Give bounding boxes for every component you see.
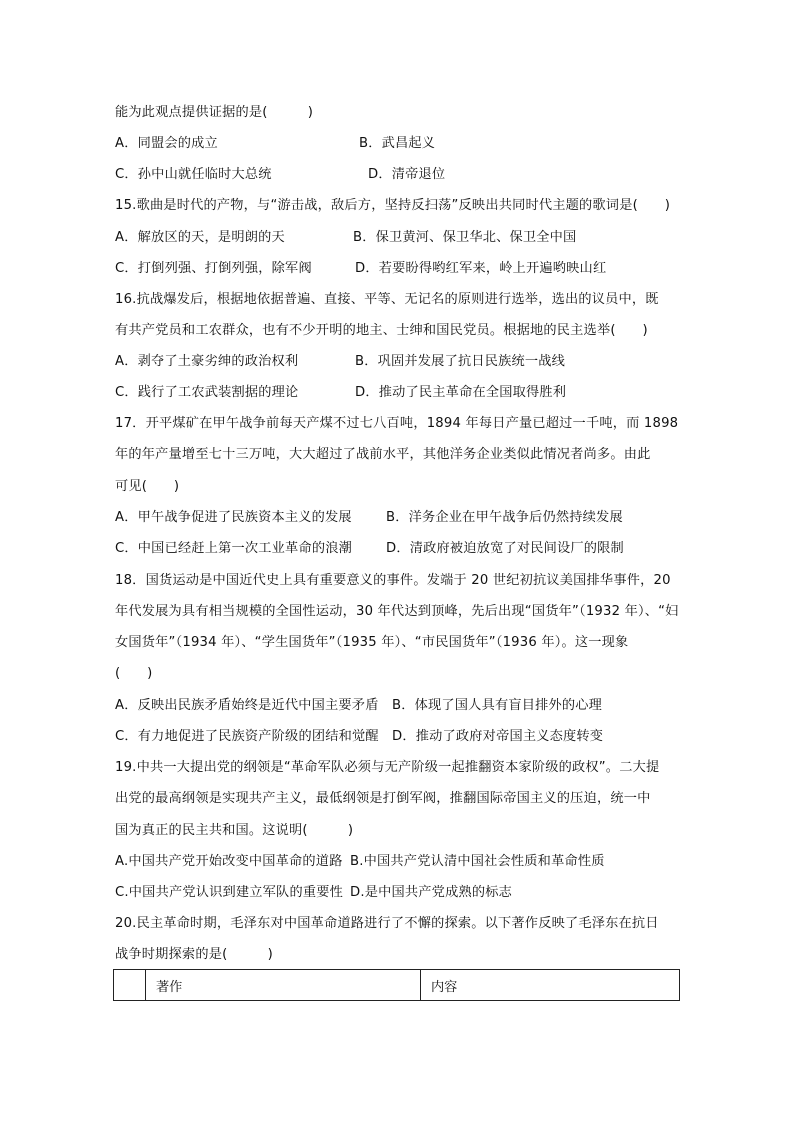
- q18-option-d: D．推动了政府对帝国主义态度转变: [392, 729, 604, 744]
- q17-stem-line1: 17．开平煤矿在甲午战争前每天产煤不过七八百吨，1894 年每日产量已超过一千吨，而 1898: [115, 416, 679, 431]
- q17-stem-line3: 可见( ): [115, 479, 180, 494]
- q19-stem-line1: 19.中共一大提出党的纲领是“革命军队必须与无产阶级一起推翻资本家阶级的政权”。二大提: [115, 760, 660, 775]
- q20-stem-line2: 战争时期探索的是( ): [115, 947, 273, 962]
- q18-option-c: C．有力地促进了民族资产阶级的团结和觉醒: [115, 729, 379, 744]
- q19-option-a: A.中国共产党开始改变中国革命的道路: [115, 854, 343, 869]
- q18-option-a: A．反映出民族矛盾始终是近代中国主要矛盾: [115, 698, 379, 713]
- q20-table: [113, 969, 680, 1001]
- q16-option-d: D．推动了民主革命在全国取得胜利: [355, 385, 567, 400]
- table-header-index: [114, 970, 146, 1001]
- q16-option-a: A．剥夺了土豪劣绅的政治权利: [115, 354, 299, 369]
- q18-option-b: B．体现了国人具有盲目排外的心理: [392, 698, 603, 713]
- q14-stem: 能为此观点提供证据的是( ): [115, 105, 314, 120]
- q20-stem-line1: 20.民主革命时期，毛泽东对中国革命道路进行了不懈的探索。以下著作反映了毛泽东在抗日: [115, 916, 659, 931]
- q16-option-b: B．巩固并发展了抗日民族统一战线: [355, 354, 566, 369]
- q15-option-d: D．若要盼得哟红军来，岭上开遍哟映山红: [355, 261, 607, 276]
- q19-option-b: B.中国共产党认清中国社会性质和革命性质: [350, 854, 605, 869]
- q16-stem-line1: 16.抗战爆发后，根据地依据普遍、直接、平等、无记名的原则进行选举，选出的议员中，既: [115, 292, 659, 307]
- q17-option-a: A．甲午战争促进了民族资本主义的发展: [115, 510, 352, 525]
- q15-option-c: C．打倒列强、打倒列强，除军阀: [115, 261, 312, 276]
- table-header-row: [114, 970, 680, 1001]
- q14-option-d: D．清帝退位: [368, 167, 446, 182]
- q14-option-c: C．孙中山就任临时大总统: [115, 167, 272, 182]
- q14-option-a: A．同盟会的成立: [115, 136, 218, 151]
- q14-option-b: B．武昌起义: [359, 136, 436, 151]
- q15-stem: 15.歌曲是时代的产物，与“游击战，敌后方，坚持反扫荡”反映出共同时代主题的歌词是( ): [115, 198, 671, 213]
- q19-stem-line2: 出党的最高纲领是实现共产主义，最低纲领是打倒军阀，推翻国际帝国主义的压迫，统一中: [115, 791, 651, 806]
- q18-stem-line1: 18．国货运动是中国近代史上具有重要意义的事件。发端于 20 世纪初抗议美国排华事件，20: [115, 573, 671, 588]
- q17-option-d: D．清政府被迫放宽了对民间设厂的限制: [386, 541, 624, 556]
- q19-option-c: C.中国共产党认识到建立军队的重要性: [115, 885, 343, 900]
- table-header-work: 著作: [146, 970, 421, 1001]
- q19-option-d: D.是中国共产党成熟的标志: [350, 885, 513, 900]
- q15-option-b: B．保卫黄河、保卫华北、保卫全中国: [353, 230, 577, 245]
- q18-stem-line3: 女国货年”（1934 年）、“学生国货年”（1935 年）、“市民国货年”（1936 年）。这一现象: [115, 635, 629, 650]
- q16-stem-line2: 有共产党员和工农群众，也有不少开明的地主、士绅和国民党员。根据地的民主选举( ): [115, 323, 648, 338]
- q17-stem-line2: 年的年产量增至七十三万吨，大大超过了战前水平，其他洋务企业类似此情况者尚多。由此: [115, 447, 651, 462]
- q19-stem-line3: 国为真正的民主共和国。这说明( ): [115, 823, 354, 838]
- q17-option-b: B．洋务企业在甲午战争后仍然持续发展: [386, 510, 623, 525]
- q15-option-a: A．解放区的天，是明朗的天: [115, 230, 285, 245]
- q18-stem-line4: ( ): [115, 666, 153, 681]
- q17-option-c: C．中国已经赶上第一次工业革命的浪潮: [115, 541, 352, 556]
- q18-stem-line2: 年代发展为具有相当规模的全国性运动，30 年代达到顶峰，先后出现“国货年”（1932 年）、“妇: [115, 604, 679, 619]
- table-header-content: 内容: [421, 970, 680, 1001]
- q16-option-c: C．践行了工农武装割据的理论: [115, 385, 299, 400]
